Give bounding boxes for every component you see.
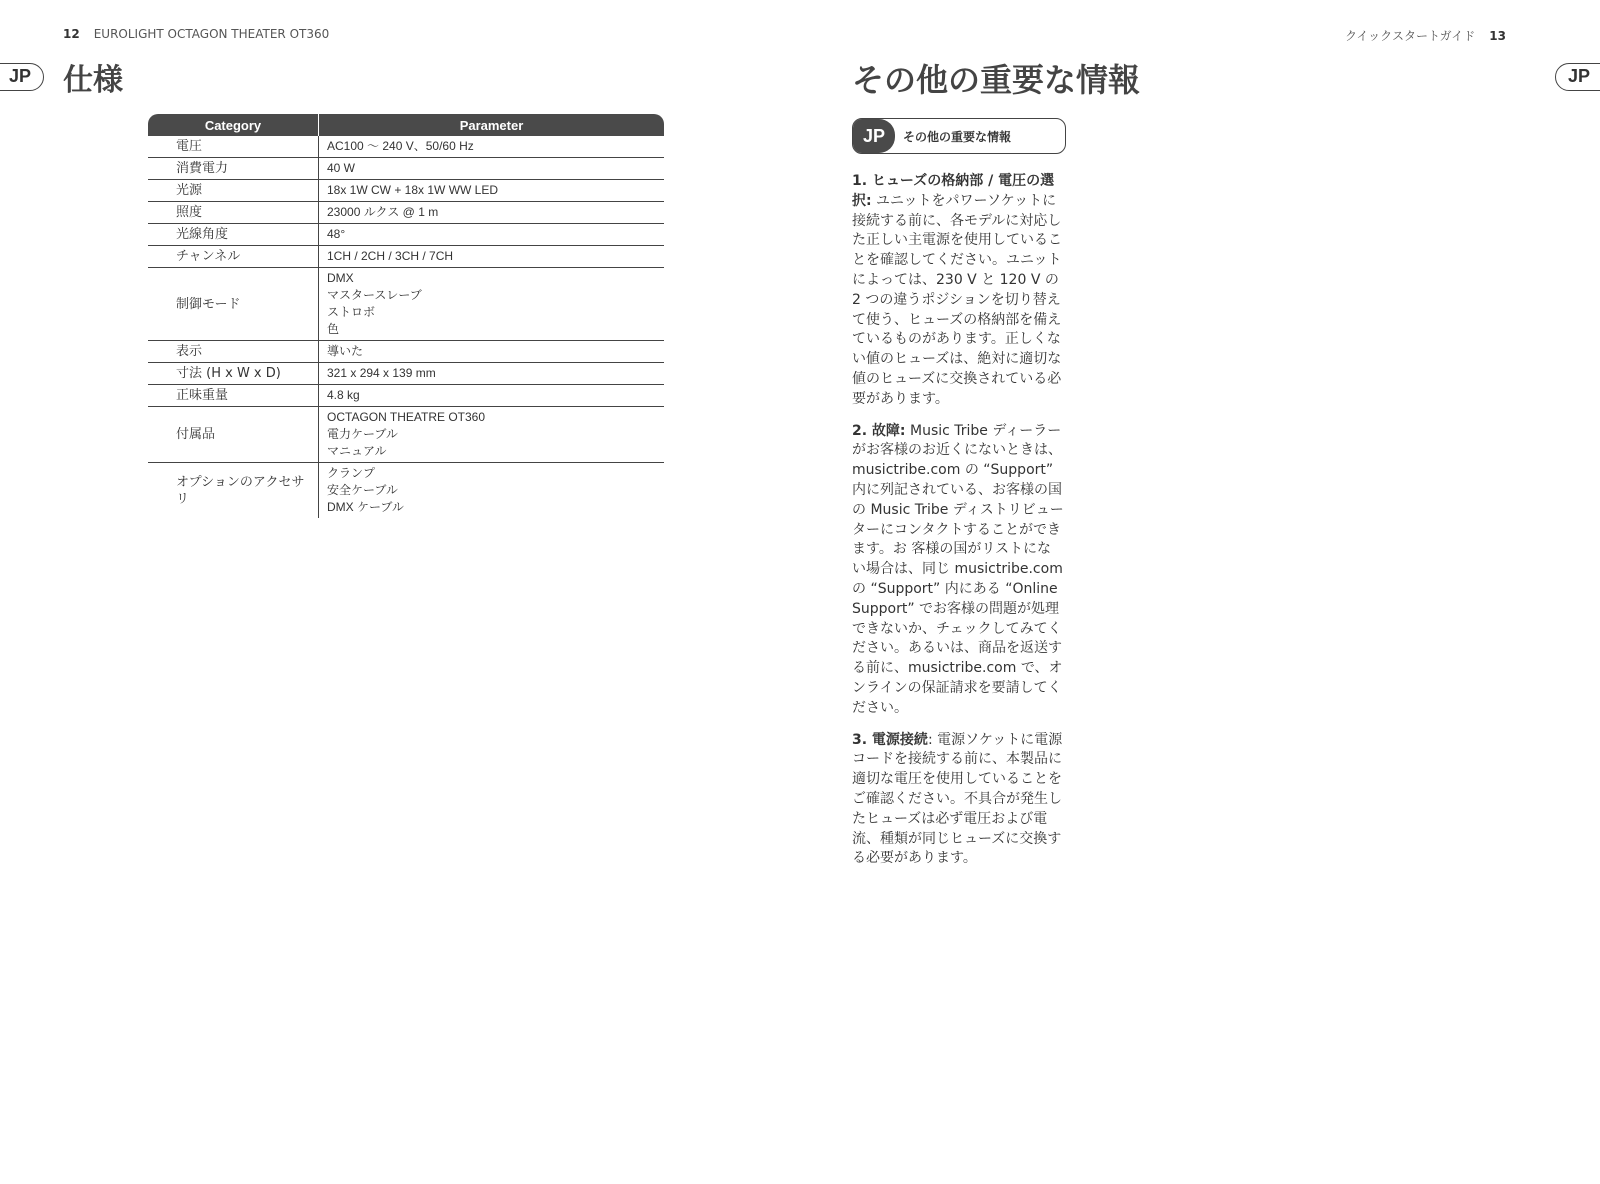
parameter-line: 4.8 kg (327, 388, 360, 402)
parameter-cell (319, 136, 665, 158)
parameter-line: 電力ケーブル (327, 427, 398, 441)
category-cell: 正味重量 (148, 385, 319, 407)
parameter-line: 1CH / 2CH / 3CH / 7CH (327, 249, 454, 263)
badge-language-code: JP (853, 119, 895, 153)
table-row (148, 246, 664, 268)
right-running-title: クイックスタートガイド (1344, 29, 1476, 43)
table-row (148, 363, 664, 385)
badge-label: その他の重要な情報 (903, 129, 1012, 144)
specifications-title: 仕様 (63, 63, 123, 98)
category-cell: 制御モード (148, 268, 319, 341)
paragraph-lead: 3. 電源接続 (852, 731, 928, 748)
category-cell: 表示 (148, 341, 319, 363)
category-cell: 照度 (148, 202, 319, 224)
parameter-cell (319, 341, 665, 363)
info-paragraph (852, 422, 1064, 719)
table-row (148, 224, 664, 246)
parameter-line: AC100 〜 240 V、50/60 Hz (327, 139, 474, 153)
category-cell: 寸法 (H x W x D) (148, 363, 319, 385)
parameter-cell (319, 463, 665, 519)
paragraph-text: ユニットをパワーソケットに接続する前に、各モデルに対応した正しい主電源を使用していることを確認してください。ユニットによっては、230 V と 120 V の 2 つの違うポジションを切り替えて使う、ヒューズの格納部を備えているものがあります。正しくない値のヒューズは、絶対に適切な値のヒューズに交換されている必要があります。 (852, 192, 1062, 407)
parameter-cell (319, 202, 665, 224)
paragraph-lead: 2. 故障: (852, 422, 906, 439)
parameter-cell (319, 158, 665, 180)
specifications-table (148, 114, 664, 518)
parameter-line: クランプ (327, 466, 376, 480)
parameter-cell (319, 224, 665, 246)
important-info-title: その他の重要な情報 (852, 61, 1141, 99)
parameter-cell (319, 268, 665, 341)
section-badge (852, 118, 1066, 154)
category-cell: 光線角度 (148, 224, 319, 246)
paragraph-text: Music Tribe ディーラーがお客様のお近くにないときは、musictribe.com の “Support” 内に列記されている、お客様の国の Music Tribe ディストリビューターにコンタクトすることができます。お 客様の国がリストにない場合は、同じ musictribe.com の “Support” 内にある “Online Support” でお客様の問題が処理できないか、チェックしてみてください。あるいは、商品を返送する前に、musictribe.com で、オンラインの保証請求を要請してください。 (852, 422, 1064, 716)
table-row (148, 407, 664, 463)
table-row (148, 180, 664, 202)
info-paragraph (852, 731, 1064, 870)
language-tab-right: JP (1555, 63, 1600, 91)
parameter-line: DMX (327, 271, 354, 285)
category-cell: 付属品 (148, 407, 319, 463)
column-header-parameter: Parameter (319, 114, 665, 136)
parameter-line: マニュアル (327, 444, 387, 458)
left-running-title: EUROLIGHT OCTAGON THEATER OT360 (93, 27, 330, 41)
table-row (148, 268, 664, 341)
category-cell: 消費電力 (148, 158, 319, 180)
info-paragraph (852, 172, 1064, 410)
category-cell: 電圧 (148, 136, 319, 158)
parameter-line: 安全ケーブル (327, 483, 398, 497)
parameter-line: ストロボ (327, 305, 376, 319)
table-row (148, 463, 664, 519)
category-cell: オプションのアクセサリ (148, 463, 319, 519)
parameter-cell (319, 407, 665, 463)
parameter-line: 18x 1W CW + 18x 1W WW LED (327, 183, 499, 197)
table-row (148, 385, 664, 407)
paragraph-lead: 1. ヒューズの格納部 / 電圧の選択: (852, 173, 1055, 209)
parameter-cell (319, 246, 665, 268)
important-info-body (852, 172, 1064, 881)
right-page-number: 13 (1489, 29, 1506, 43)
table-body (148, 136, 664, 518)
parameter-line: 23000 ルクス @ 1 m (327, 205, 439, 219)
category-cell: 光源 (148, 180, 319, 202)
left-page-number: 12 (63, 27, 80, 41)
category-cell: チャンネル (148, 246, 319, 268)
table-header-row (148, 114, 664, 136)
table-row (148, 136, 664, 158)
parameter-line: マスタースレーブ (327, 288, 422, 302)
left-page-header (63, 27, 329, 41)
parameter-line: 40 W (327, 161, 356, 175)
parameter-line: DMX ケーブル (327, 500, 404, 514)
table-row (148, 202, 664, 224)
paragraph-text: : 電源ソケットに電源コードを接続する前に、本製品に適切な電圧を使用していることをご確認ください。不具合が発生したヒューズは必ず電圧および電流、種類が同じヒューズに交換する必要があります。 (852, 731, 1063, 867)
column-header-category: Category (148, 114, 319, 136)
table-row (148, 158, 664, 180)
parameter-cell (319, 385, 665, 407)
parameter-cell (319, 180, 665, 202)
parameter-line: 321 x 294 x 139 mm (327, 366, 436, 380)
parameter-line: 色 (327, 322, 340, 336)
parameter-cell (319, 363, 665, 385)
parameter-line: 48° (327, 227, 346, 241)
parameter-line: OCTAGON THEATRE OT360 (327, 410, 486, 424)
parameter-line: 導いた (327, 344, 364, 358)
right-page-header (1345, 27, 1506, 44)
language-tab-left: JP (0, 63, 44, 91)
table-row (148, 341, 664, 363)
